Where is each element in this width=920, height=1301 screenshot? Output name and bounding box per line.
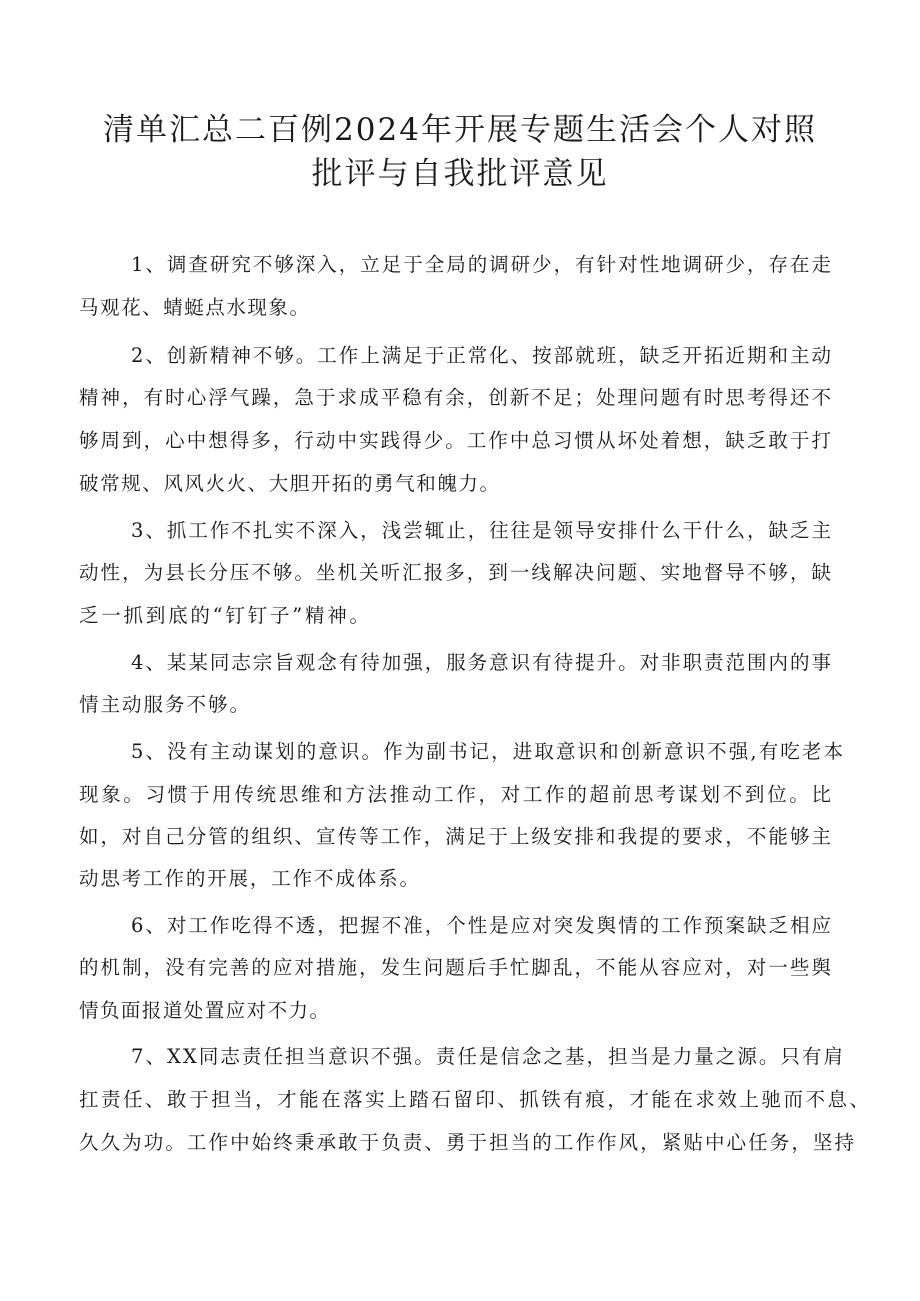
- paragraph-1-line-2: 马观花、蜻蜓点水现象。: [79, 296, 311, 319]
- paragraph-2-line-2: 精神，有时心浮气躁，急于求成平稳有余，创新不足；处理问题有时思考得还不: [79, 386, 834, 409]
- paragraph-2-line-1: 2、创新精神不够。工作上满足于正常化、按部就班，缺乏开拓近期和主动: [131, 344, 833, 367]
- paragraph-5-line-4: 动思考工作的开展，工作不成体系。: [79, 867, 421, 890]
- paragraph-3-line-3: 乏一抓到底的“钉钉子”精神。: [79, 604, 372, 627]
- document-title-line-1: 清单汇总二百例2024年开展专题生活会个人对照: [103, 112, 817, 148]
- paragraph-2-line-3: 够周到，心中想得多，行动中实践得少。工作中总习惯从坏处着想，缺乏敢于打: [79, 429, 834, 452]
- paragraph-7-line-1: 7、XX同志责任担当意识不强。责任是信念之基，担当是力量之源。只有肩: [131, 1045, 846, 1068]
- paragraph-7-line-3: 久久为功。工作中始终秉承敢于负责、勇于担当的工作作风，紧贴中心任务，坚持: [79, 1131, 857, 1154]
- paragraph-4-line-1: 4、某某同志宗旨观念有待加强，服务意识有待提升。对非职责范围内的事: [131, 651, 833, 674]
- paragraph-3-line-2: 动性，为县长分压不够。坐机关听汇报多，到一线解决问题、实地督导不够，缺: [79, 561, 834, 584]
- paragraph-5-line-1: 5、没有主动谋划的意识。作为副书记，进取意识和创新意识不强,有吃老本: [131, 740, 846, 763]
- paragraph-5-line-2: 现象。习惯于用传统思维和方法推动工作，对工作的超前思考谋划不到位。比: [79, 783, 834, 806]
- paragraph-2-line-4: 破常规、风风火火、大胆开拓的勇气和魄力。: [79, 472, 501, 495]
- document-title-line-2: 批评与自我批评意见: [311, 156, 609, 192]
- paragraph-4-line-2: 情主动服务不够。: [79, 693, 251, 716]
- paragraph-5-line-3: 如，对自己分管的组织、宣传等工作，满足于上级安排和我提的要求，不能够主: [79, 825, 834, 848]
- paragraph-6-line-3: 情负面报道处置应对不力。: [79, 999, 331, 1022]
- paragraph-6-line-1: 6、对工作吃得不透，把握不准，个性是应对突发舆情的工作预案缺乏相应: [131, 914, 833, 937]
- paragraph-7-line-2: 扛责任、敢于担当，才能在落实上踏石留印、抓铁有痕，才能在求效上驰而不息、: [79, 1088, 872, 1111]
- paragraph-1-line-1: 1、调查研究不够深入，立足于全局的调研少，有针对性地调研少，存在走: [131, 253, 833, 276]
- paragraph-3-line-1: 3、抓工作不扎实不深入，浅尝辄止，往往是领导安排什么干什么，缺乏主: [131, 519, 833, 542]
- paragraph-6-line-2: 的机制，没有完善的应对措施，发生问题后手忙脚乱，不能从容应对，对一些舆: [79, 956, 834, 979]
